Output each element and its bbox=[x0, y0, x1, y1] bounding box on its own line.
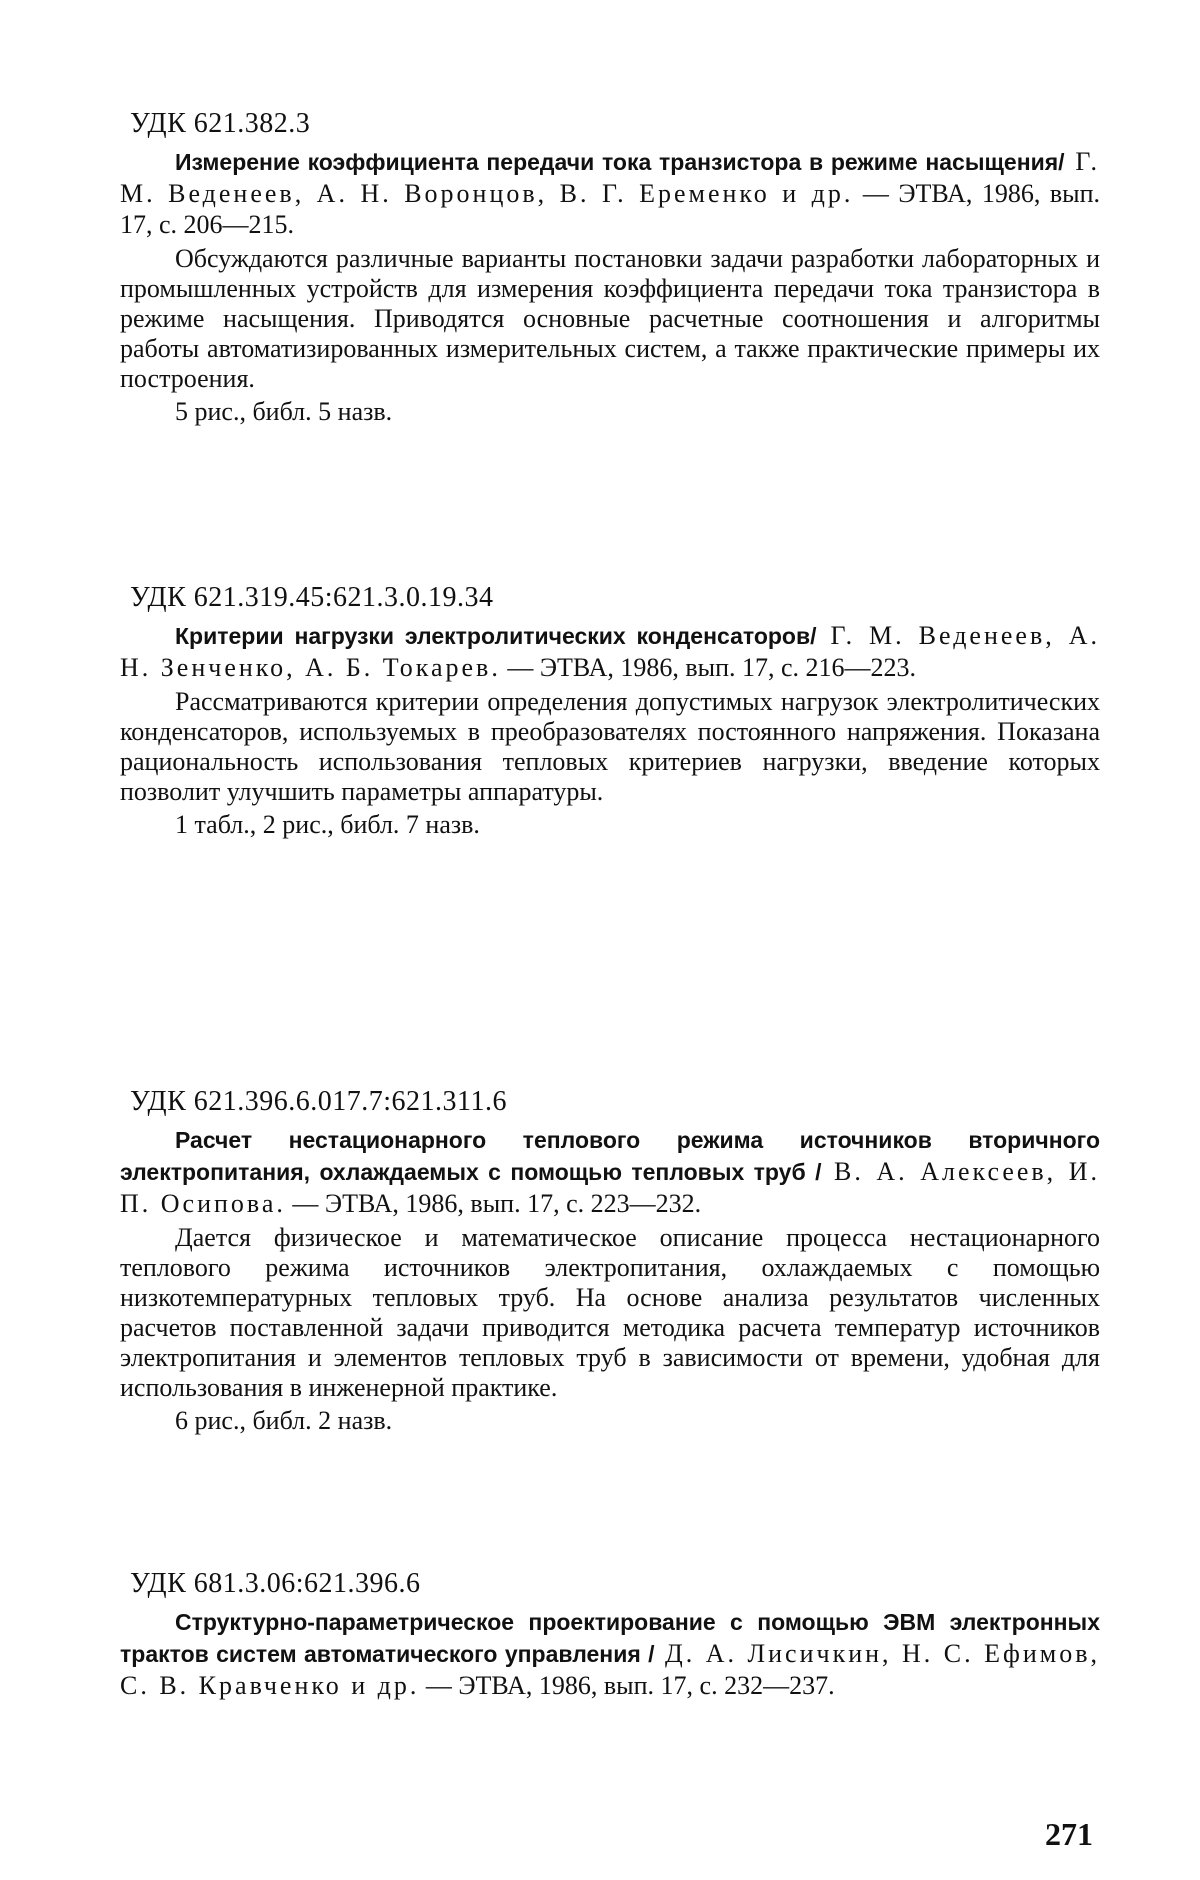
entry-title: Расчет нестационарного теплового режима источников вторичного электропитания, охлаждаемых с помощью тепловых труб / bbox=[120, 1127, 1100, 1185]
abstract-entry bbox=[120, 582, 1100, 841]
entry-title: Измерение коэффициента передачи тока транзистора в режиме насыщения/ bbox=[175, 149, 1065, 175]
entry-authors: Г. М. Веденеев, А. Н. Зенченко, А. Б. Токарев. bbox=[120, 621, 1100, 682]
entry-heading bbox=[120, 1124, 1100, 1219]
entry-refs: 6 рис., библ. 2 назв. bbox=[175, 1406, 393, 1435]
abstract-entry bbox=[120, 1086, 1100, 1437]
entry-abstract: Дается физическое и математическое описание процесса нестационарного теплового режима источников электропитания, охлаждаемых с помощью низкотемпературных тепловых труб. На основе анализа результатов численных расчетов поставленной задачи приводится методика расчета температур источников электропитания и элементов тепловых труб в зависимости от времени, удобная для использования в инженерной практике. bbox=[120, 1223, 1100, 1402]
entry-title: Критерии нагрузки электролитических конденсаторов/ bbox=[175, 623, 817, 649]
page-number: 271 bbox=[1045, 1816, 1093, 1852]
abstract-entry bbox=[120, 108, 1100, 428]
entry-title: Структурно-параметрическое проектирование с помощью ЭВМ электронных трактов систем автоматического управления / bbox=[120, 1609, 1100, 1667]
udk-code: УДК 621.396.6.017.7:621.311.6 bbox=[130, 1086, 508, 1117]
udk-code: УДК 621.319.45:621.3.0.19.34 bbox=[130, 582, 494, 613]
udk-code: УДК 621.382.3 bbox=[130, 108, 311, 139]
entry-source: — ЭТВА, 1986, вып. 17, с. 216—223. bbox=[500, 653, 917, 682]
entry-source: — ЭТВА, 1986, вып. 17, с. 232—237. bbox=[419, 1671, 835, 1700]
entry-abstract: Рассматриваются критерии определения допустимых нагрузок электролитических конденсаторов, используемых в преобразователях постоянного напряжения. Показана рациональность использования тепловых критериев нагрузки, введение которых позволит улучшить параметры аппаратуры. bbox=[120, 687, 1100, 806]
entry-refs: 5 рис., библ. 5 назв. bbox=[175, 397, 393, 426]
entry-abstract: Обсуждаются различные варианты постановки задачи разработки лабораторных и промышленных устройств для измерения коэффициента передачи тока транзистора в режиме насыщения. Приводятся основные расчетные соотношения и алгоритмы работы автоматизированных измерительных систем, а также практические примеры их построения. bbox=[120, 244, 1100, 393]
abstract-entry bbox=[120, 1568, 1100, 1701]
entry-authors: Д. А. Лисичкин, Н. С. Ефимов, С. В. Кравченко и др. bbox=[120, 1639, 1100, 1700]
entry-source: — ЭТВА, 1986, вып. 17, с. 206—215. bbox=[120, 179, 1100, 239]
entry-authors: Г. М. Веденеев, А. Н. Воронцов, В. Г. Еременко и др. bbox=[120, 147, 1100, 208]
entry-source: — ЭТВА, 1986, вып. 17, с. 223—232. bbox=[285, 1189, 702, 1218]
entry-refs: 1 табл., 2 рис., библ. 7 назв. bbox=[175, 810, 480, 839]
entry-heading bbox=[120, 620, 1100, 683]
udk-code: УДК 681.3.06:621.396.6 bbox=[130, 1568, 421, 1599]
entry-heading bbox=[120, 1606, 1100, 1701]
entry-heading bbox=[120, 146, 1100, 240]
entry-authors: В. А. Алексеев, И. П. Осипова. bbox=[120, 1157, 1100, 1218]
